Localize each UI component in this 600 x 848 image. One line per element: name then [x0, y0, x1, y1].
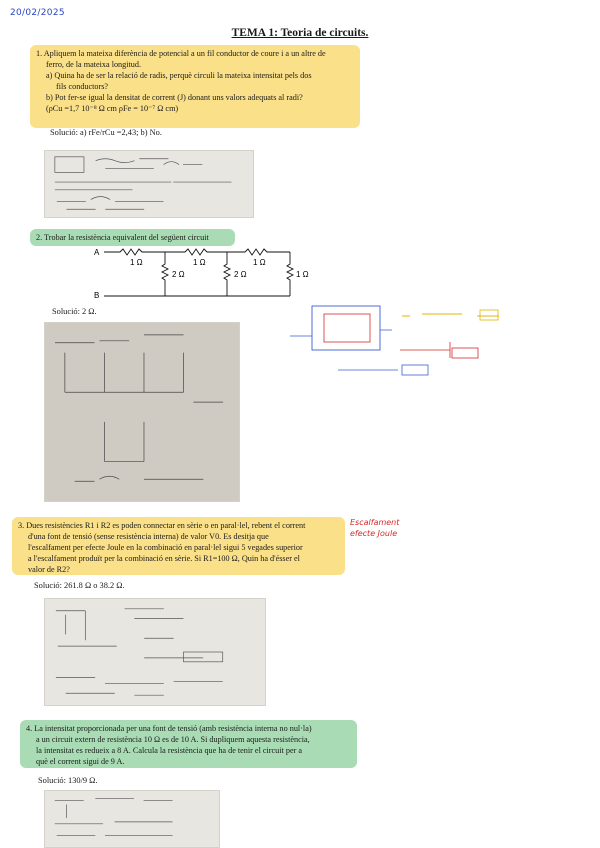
annotated-circuit-sketch	[282, 302, 512, 382]
q1-part-b: b) Pot fer-se igual la densitat de corrent (J) donant uns valors adequats al radi?	[46, 93, 303, 102]
margin-note-heating	[350, 517, 399, 539]
node-a-label: A	[94, 248, 100, 257]
q4-line3: la intensitat es redueix a 8 A. Calcula la resistència que ha de tenir el circuit per a	[36, 746, 302, 755]
q3-line3: l'escalfament per efecte Joule en la combinació en paral·lel sigui 5 vegades superior	[28, 543, 303, 552]
series-resistor-1-label: 1 Ω	[130, 258, 143, 267]
q3-solution: Solució: 261.8 Ω o 38.2 Ω.	[34, 581, 125, 590]
shunt-resistor-2-label: 2 Ω	[234, 270, 247, 279]
node-b-label: B	[94, 291, 100, 300]
series-resistor-3-label: 1 Ω	[253, 258, 266, 267]
q1-part-a-cont: fils conductors?	[56, 82, 109, 91]
date-note: 20/02/2025	[10, 8, 65, 18]
q1-line1: 1. Apliquem la mateixa diferència de potencial a un fil conductor de coure i a un altre de	[36, 49, 326, 58]
resistor-network-diagram	[90, 246, 310, 308]
handwritten-photo-q4	[44, 790, 220, 848]
handwritten-photo-q3	[44, 598, 266, 706]
scribble-icon	[45, 599, 265, 705]
q1-line2: ferro, de la mateixa longitud.	[46, 60, 142, 69]
shunt-resistor-1-label: 2 Ω	[172, 270, 185, 279]
margin-note-line1: Escalfament	[350, 518, 400, 527]
margin-note-line2: efecte Joule	[350, 529, 398, 538]
q1-part-a: a) Quina ha de ser la relació de radis, perquè circuli la mateixa intensitat pels dos	[46, 71, 312, 80]
question-1	[30, 45, 360, 128]
series-resistor-2-label: 1 Ω	[193, 258, 206, 267]
q2-text: 2. Trobar la resistència equivalent del següent circuit	[36, 233, 209, 242]
q3-line5: valor de R2?	[28, 565, 70, 574]
q1-solution: Solució: a) rFe/rCu =2,43; b) No.	[50, 128, 162, 137]
q4-line1: 4. La intensitat proporcionada per una font de tensió (amb resistència interna no nul·la)	[26, 724, 312, 733]
q4-solution: Solució: 130/9 Ω.	[38, 776, 98, 785]
question-2	[30, 229, 235, 246]
q3-line1: 3. Dues resistències R1 i R2 es poden connectar en sèrie o en paral·lel, rebent el corrent	[18, 521, 306, 530]
q3-line4: a l'escalfament produït per la combinació en sèrie. Si R1=100 Ω, Quin ha d'ésser el	[28, 554, 300, 563]
page-title: TEMA 1: Teoria de circuits.	[231, 27, 369, 39]
scribble-icon	[45, 151, 253, 217]
q3-line2: d'una font de tensió (sense resistència interna) de valor V0. Es desitja que	[28, 532, 269, 541]
shunt-resistor-3-label: 1 Ω	[296, 270, 309, 279]
scribble-icon	[45, 323, 239, 501]
scribble-icon	[45, 791, 219, 847]
question-4	[20, 720, 357, 768]
q4-line4: què el corrent sigui de 9 A.	[36, 757, 125, 766]
q1-resistivities: (ρCu =1,7 10⁻⁸ Ω cm ρFe = 10⁻⁷ Ω cm)	[46, 104, 179, 113]
handwritten-photo-q1	[44, 150, 254, 218]
question-3	[12, 517, 345, 575]
q2-solution: Solució: 2 Ω.	[52, 307, 97, 316]
handwritten-photo-q2	[44, 322, 240, 502]
q4-line2: a un circuit extern de resistència 10 Ω es de 10 A. Si dupliquem aquesta resistència,	[36, 735, 310, 744]
